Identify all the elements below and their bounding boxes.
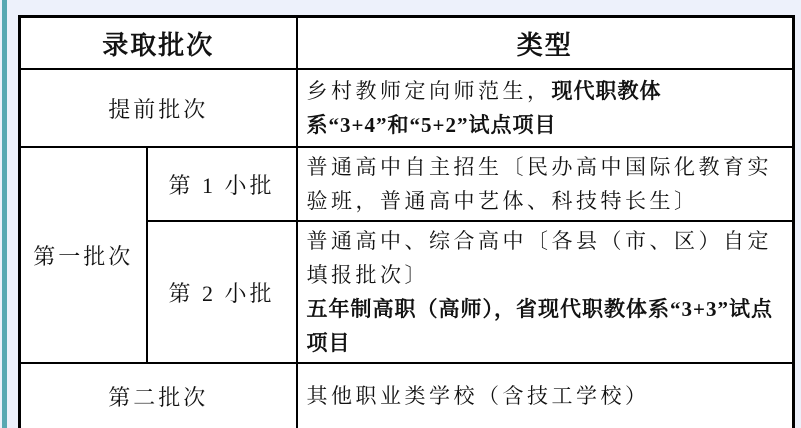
admission-batch-table bbox=[18, 15, 795, 428]
table-header-row bbox=[20, 17, 794, 70]
sub-batch-2-label: 第 2 小批 bbox=[147, 221, 297, 363]
sub-batch-2-type-bold-text: 五年制高职（高师），省现代职教体系“3+3”试点项目 bbox=[306, 297, 773, 355]
sub-batch-2-type-regular-text: 普通高中、综合高中〔各县（市、区）自定填报批次〕 bbox=[306, 229, 773, 287]
second-batch-label: 第二批次 bbox=[20, 363, 297, 428]
advance-batch-label: 提前批次 bbox=[20, 69, 297, 147]
table-row-first-batch-sub1 bbox=[20, 147, 794, 221]
second-batch-type-cell bbox=[297, 363, 794, 428]
advance-type-bold-text: 现代职教体系“3+4”和“5+2”试点项目 bbox=[306, 79, 662, 137]
sub-batch-2-type-cell bbox=[297, 221, 794, 363]
second-batch-type-text: 其他职业类学校（含技工学校） bbox=[306, 384, 650, 409]
sub-batch-1-label: 第 1 小批 bbox=[147, 147, 297, 221]
header-batch-cell: 录取批次 bbox=[20, 17, 297, 70]
header-type-cell: 类型 bbox=[297, 17, 794, 70]
sub-batch-1-type-text: 普通高中自主招生〔民办高中国际化教育实验班，普通高中艺体、科技特长生〕 bbox=[306, 155, 773, 213]
advance-type-cell bbox=[297, 69, 794, 147]
advance-type-regular-text: 乡村教师定向师范生， bbox=[306, 79, 552, 103]
first-batch-label: 第一批次 bbox=[20, 147, 147, 363]
left-accent-bar bbox=[2, 0, 7, 428]
table-row-second-batch bbox=[20, 363, 794, 428]
sub-batch-1-type-cell bbox=[297, 147, 794, 221]
table-row-advance-batch bbox=[20, 69, 794, 147]
